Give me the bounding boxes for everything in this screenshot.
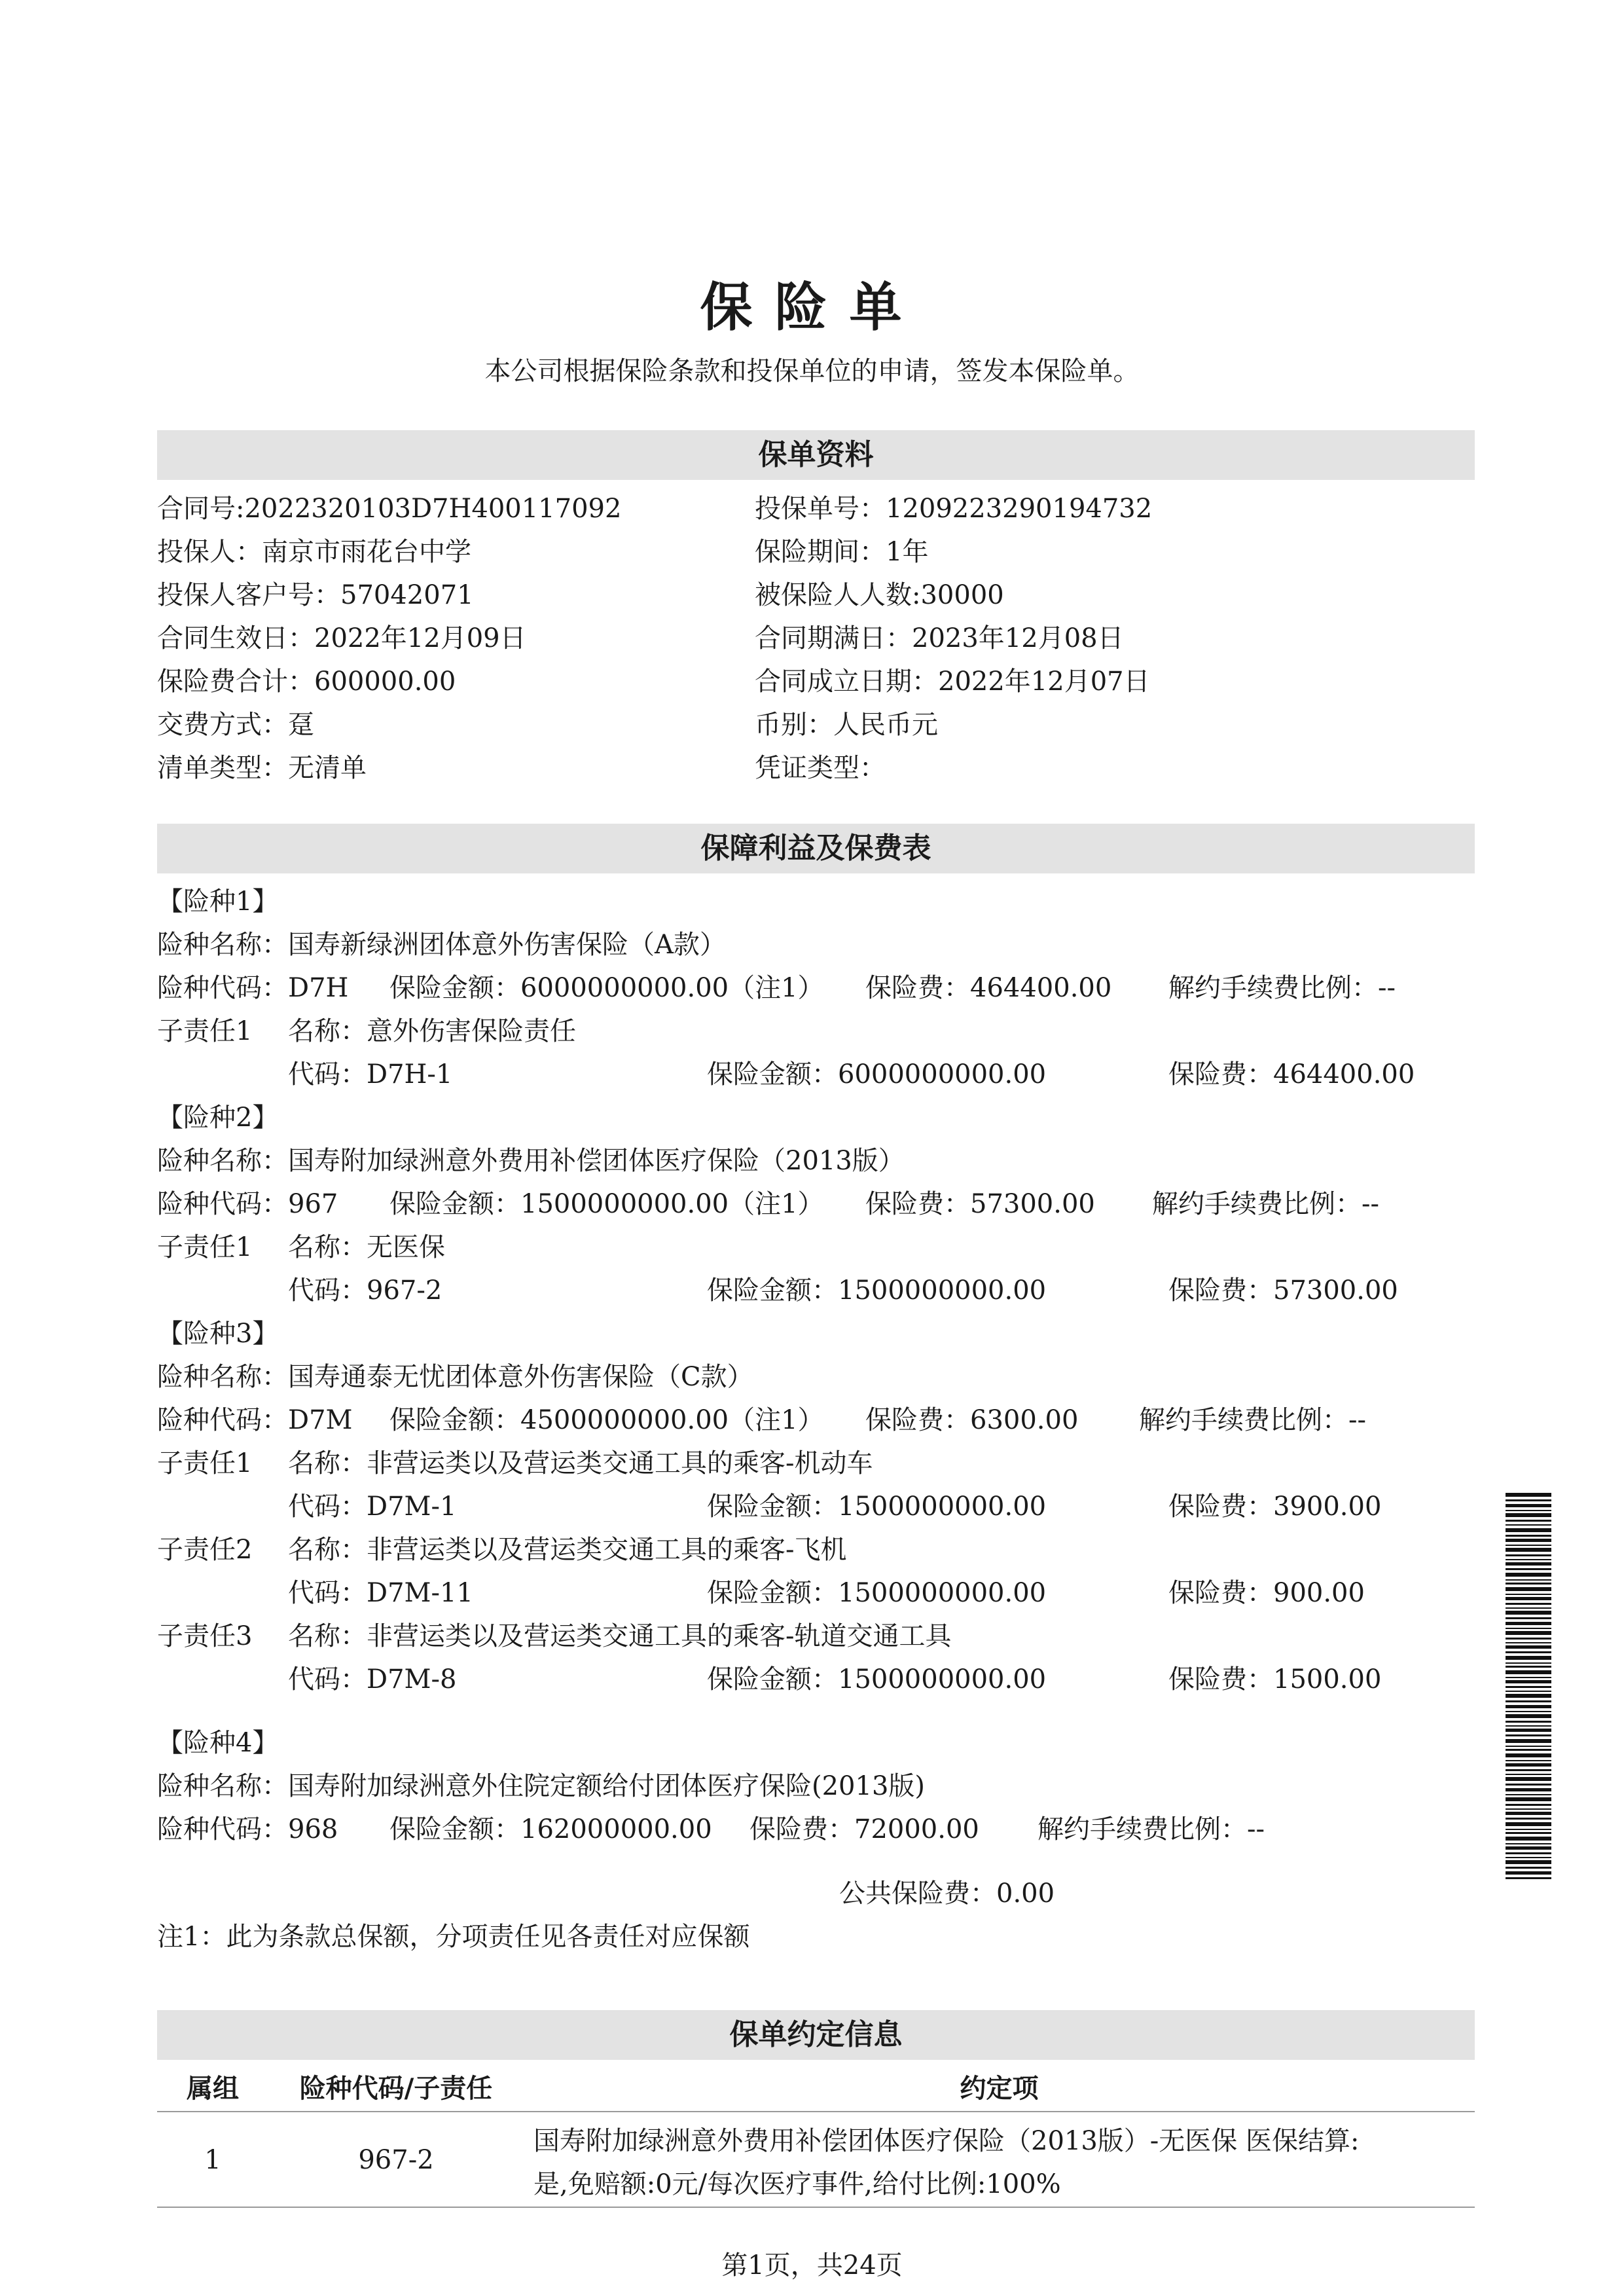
list-type: 清单类型：无清单 <box>157 753 367 783</box>
insurance-period: 保险期间：1年 <box>755 537 929 567</box>
payment-method: 交费方式：趸 <box>157 710 314 740</box>
sub-liability-code: 代码：D7M-11 <box>288 1578 473 1608</box>
section-title: 保单资料 <box>758 438 874 471</box>
sub-liability-premium: 保险费：3900.00 <box>1168 1492 1382 1522</box>
product-premium: 保险费：57300.00 <box>865 1189 1095 1219</box>
sub-liability-name: 名称：非营运类以及营运类交通工具的乘客-机动车 <box>288 1448 873 1478</box>
product-surrender-ratio: 解约手续费比例：-- <box>1038 1814 1265 1844</box>
sub-liability-amount: 保险金额：1500000000.00 <box>707 1664 1047 1695</box>
product-name: 险种名称：国寿附加绿洲意外费用补偿团体医疗保险（2013版） <box>157 1146 905 1176</box>
document-title: 保险单 <box>700 277 924 338</box>
insured-count: 被保险人人数:30000 <box>755 580 1004 610</box>
public-premium: 公共保险费：0.00 <box>839 1879 1055 1909</box>
product-surrender-ratio: 解约手续费比例：-- <box>1139 1405 1367 1435</box>
currency: 币别：人民币元 <box>755 710 938 740</box>
sub-liability-name: 名称：意外伤害保险责任 <box>288 1016 576 1046</box>
product-code: 险种代码：967 <box>157 1189 338 1219</box>
sub-liability-label: 子责任1 <box>157 1232 253 1262</box>
product-code: 险种代码：D7H <box>157 973 349 1003</box>
table-bottom-rule <box>157 2207 1475 2208</box>
product-premium: 保险费：72000.00 <box>749 1814 979 1844</box>
effective-date: 合同生效日：2022年12月09日 <box>157 623 526 653</box>
table-divider <box>157 2111 1475 2112</box>
expiry-date: 合同期满日：2023年12月08日 <box>755 623 1124 653</box>
sub-liability-premium: 保险费：1500.00 <box>1168 1664 1382 1695</box>
page-indicator: 第1页，共24页 <box>721 2250 903 2281</box>
voucher-type: 凭证类型： <box>755 753 886 783</box>
product-name: 险种名称：国寿附加绿洲意外住院定额给付团体医疗保险(2013版) <box>157 1771 926 1801</box>
product-heading: 【险种2】 <box>157 1103 279 1133</box>
barcode-icon <box>1506 1493 1551 1879</box>
section-header-policy-info <box>157 430 1475 480</box>
section-title: 保障利益及保费表 <box>700 832 931 865</box>
agreement-item-line1: 国寿附加绿洲意外费用补偿团体医疗保险（2013版）-无医保 医保结算: <box>533 2126 1360 2156</box>
section-header-agreements <box>157 2010 1475 2060</box>
agreement-code: 967-2 <box>358 2145 434 2175</box>
sub-liability-label: 子责任1 <box>157 1448 253 1478</box>
product-surrender-ratio: 解约手续费比例：-- <box>1168 973 1396 1003</box>
sub-liability-label: 子责任1 <box>157 1016 253 1046</box>
sub-liability-label: 子责任3 <box>157 1621 253 1651</box>
sub-liability-code: 代码：D7M-1 <box>288 1492 457 1522</box>
sub-liability-name: 名称：非营运类以及营运类交通工具的乘客-轨道交通工具 <box>288 1621 952 1651</box>
sub-liability-code: 代码：967-2 <box>288 1275 442 1306</box>
column-header-code: 险种代码/子责任 <box>299 2074 493 2104</box>
product-premium: 保险费：464400.00 <box>865 973 1112 1003</box>
section-title: 保单约定信息 <box>729 2018 903 2051</box>
sub-liability-amount: 保险金额：1500000000.00 <box>707 1492 1047 1522</box>
column-header-item: 约定项 <box>960 2074 1039 2104</box>
total-premium: 保险费合计：600000.00 <box>157 667 456 697</box>
column-header-group: 属组 <box>187 2074 239 2104</box>
policyholder: 投保人：南京市雨花台中学 <box>157 537 471 567</box>
sub-liability-name: 名称：非营运类以及营运类交通工具的乘客-飞机 <box>288 1535 847 1565</box>
sub-liability-label: 子责任2 <box>157 1535 253 1565</box>
agreement-group: 1 <box>204 2145 221 2175</box>
application-number: 投保单号：1209223290194732 <box>755 494 1153 524</box>
agreement-item-line2: 是,免赔额:0元/每次医疗事件,给付比例:100% <box>533 2169 1061 2199</box>
sub-liability-amount: 保险金额：6000000000.00 <box>707 1059 1047 1090</box>
product-code: 险种代码：D7M <box>157 1405 353 1435</box>
sub-liability-amount: 保险金额：1500000000.00 <box>707 1275 1047 1306</box>
product-name: 险种名称：国寿新绿洲团体意外伤害保险（A款） <box>157 930 726 960</box>
product-code: 险种代码：968 <box>157 1814 338 1844</box>
product-surrender-ratio: 解约手续费比例：-- <box>1152 1189 1380 1219</box>
sub-liability-premium: 保险费：900.00 <box>1168 1578 1365 1608</box>
product-heading: 【险种3】 <box>157 1319 279 1349</box>
product-amount: 保险金额：162000000.00 <box>389 1814 712 1844</box>
product-amount: 保险金额：6000000000.00（注1） <box>389 973 824 1003</box>
customer-number: 投保人客户号：57042071 <box>157 580 474 610</box>
document-subtitle: 本公司根据保险条款和投保单位的申请，签发本保险单。 <box>484 356 1140 386</box>
footnote: 注1：此为条款总保额，分项责任见各责任对应保额 <box>157 1922 750 1952</box>
sub-liability-code: 代码：D7M-8 <box>288 1664 457 1695</box>
sub-liability-amount: 保险金额：1500000000.00 <box>707 1578 1047 1608</box>
product-premium: 保险费：6300.00 <box>865 1405 1079 1435</box>
product-heading: 【险种4】 <box>157 1728 279 1758</box>
contract-number: 合同号:2022320103D7H400117092 <box>157 494 622 524</box>
product-amount: 保险金额：4500000000.00（注1） <box>389 1405 824 1435</box>
product-heading: 【险种1】 <box>157 887 279 917</box>
sub-liability-premium: 保险费：464400.00 <box>1168 1059 1415 1090</box>
sub-liability-premium: 保险费：57300.00 <box>1168 1275 1398 1306</box>
product-name: 险种名称：国寿通泰无忧团体意外伤害保险（C款） <box>157 1362 753 1392</box>
product-amount: 保险金额：1500000000.00（注1） <box>389 1189 824 1219</box>
sub-liability-name: 名称：无医保 <box>288 1232 445 1262</box>
establish-date: 合同成立日期：2022年12月07日 <box>755 667 1150 697</box>
sub-liability-code: 代码：D7H-1 <box>288 1059 453 1090</box>
section-header-coverage <box>157 824 1475 873</box>
